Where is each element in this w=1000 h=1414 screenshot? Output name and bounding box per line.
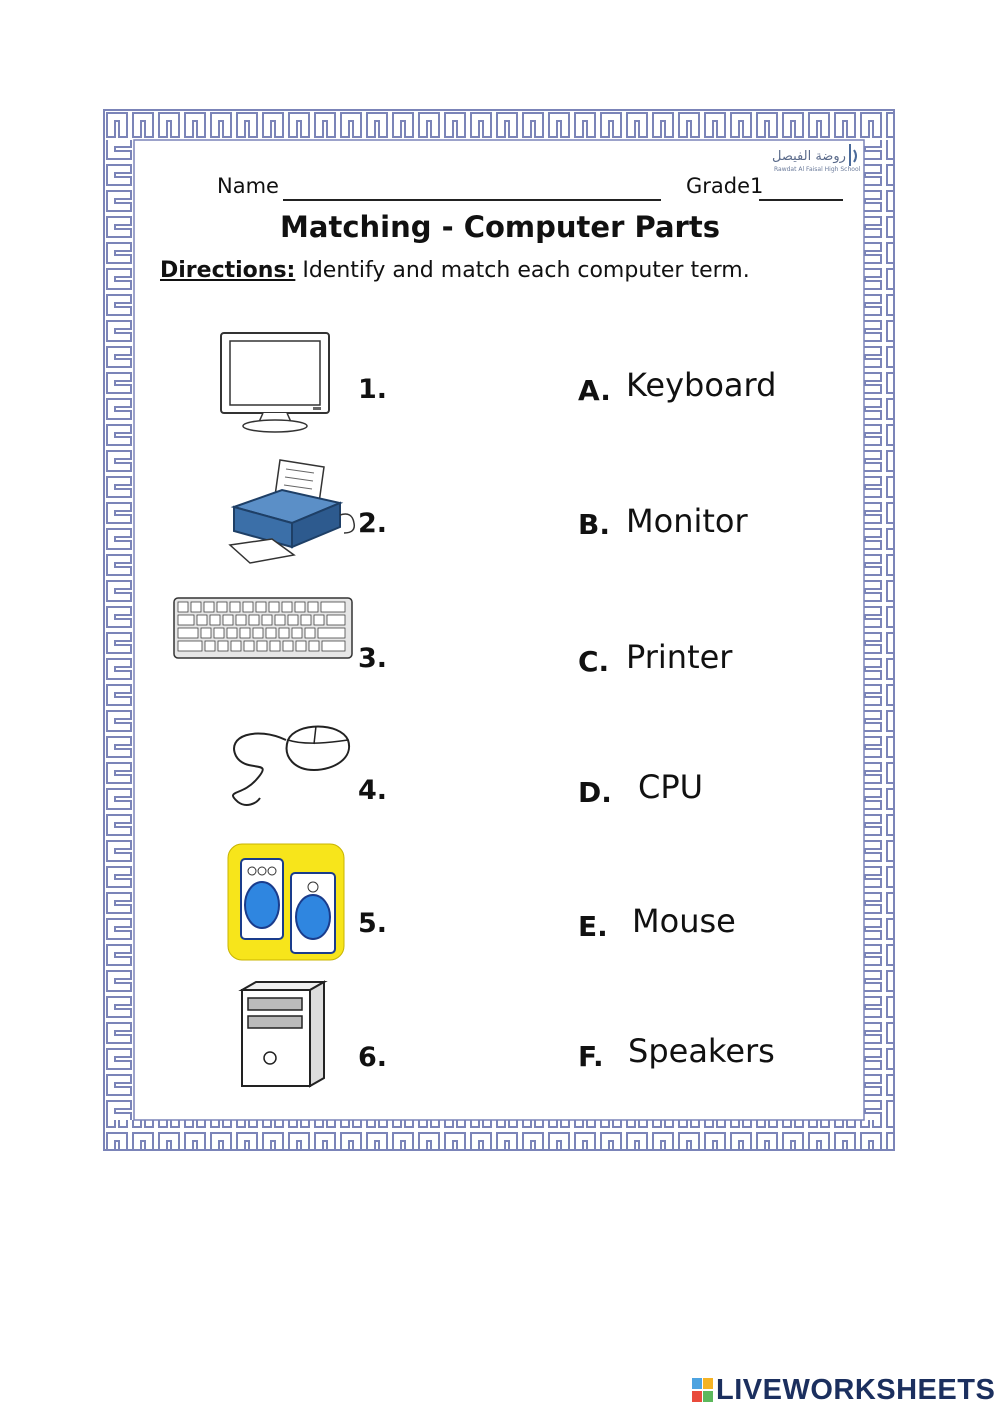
directions — [160, 258, 750, 283]
grade-field[interactable] — [759, 199, 843, 201]
picture-number-5: 5. — [358, 908, 388, 939]
term-cpu[interactable]: CPU — [638, 768, 704, 806]
term-letter-c: C. — [578, 645, 610, 678]
cpu-tower-icon — [238, 980, 330, 1090]
speakers-icon — [227, 843, 345, 961]
name-label: Name — [217, 174, 279, 198]
term-keyboard[interactable]: Keyboard — [626, 366, 777, 404]
term-letter-a: A. — [578, 374, 611, 407]
picture-number-6: 6. — [358, 1042, 388, 1073]
term-letter-b: B. — [578, 508, 610, 541]
directions-label: Directions: — [160, 258, 296, 283]
term-mouse[interactable]: Mouse — [632, 902, 736, 940]
picture-number-1: 1. — [358, 374, 388, 405]
keyboard-icon — [172, 596, 354, 660]
term-letter-f: F. — [578, 1040, 604, 1073]
liveworksheets-brand: LIVEWORKSHEETS — [716, 1373, 996, 1406]
school-logo — [770, 140, 860, 176]
term-printer[interactable]: Printer — [626, 638, 733, 676]
school-logo-text: روضة الفيصل — [772, 149, 846, 164]
school-logo-subtext: Rawdat Al Faisal High School — [774, 166, 860, 173]
term-letter-e: E. — [578, 910, 608, 943]
mouse-icon — [216, 718, 356, 810]
liveworksheets-logo[interactable] — [692, 1372, 995, 1408]
picture-number-4: 4. — [358, 775, 388, 806]
picture-number-3: 3. — [358, 643, 388, 674]
term-monitor[interactable]: Monitor — [626, 502, 748, 540]
picture-number-2: 2. — [358, 508, 388, 539]
worksheet-title: Matching - Computer Parts — [280, 210, 720, 244]
directions-text: Identify and match each computer term. — [295, 258, 750, 283]
term-speakers[interactable]: Speakers — [628, 1032, 775, 1070]
liveworksheets-logo-icon — [692, 1376, 714, 1404]
name-field[interactable] — [283, 199, 661, 201]
printer-icon — [222, 455, 362, 570]
monitor-icon — [215, 330, 335, 440]
grade-label: Grade1 — [686, 174, 764, 198]
term-letter-d: D. — [578, 776, 612, 809]
